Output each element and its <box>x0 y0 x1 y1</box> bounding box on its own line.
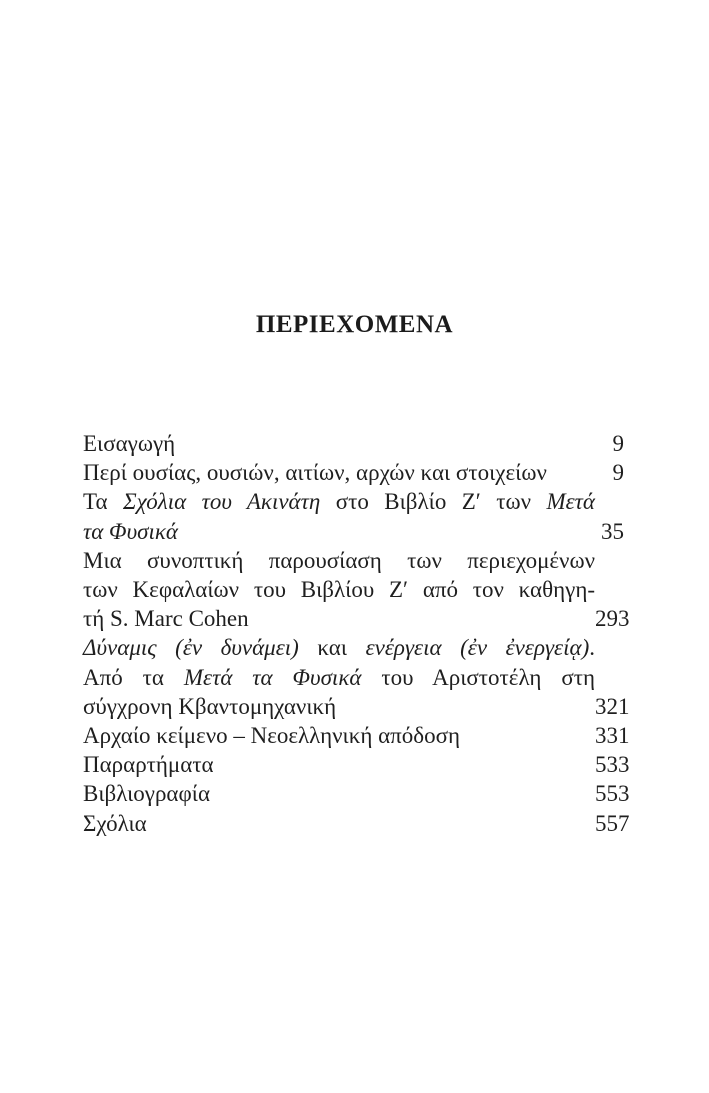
toc-text-segment: . <box>589 635 595 661</box>
toc-page-number: 557 <box>595 810 630 836</box>
toc-page-number: 293 <box>595 606 630 632</box>
toc-line-text <box>83 779 595 808</box>
toc-text-segment: Περί ουσίας, ουσιών, αιτίων, αρχών και στοιχείων <box>83 460 547 486</box>
toc-title-italic-segment: Μετά <box>546 489 595 515</box>
toc-line-text <box>83 809 595 838</box>
toc-line-text <box>83 575 595 604</box>
toc-page-number: 553 <box>595 781 630 807</box>
toc-text-segment: τή S. Marc Cohen <box>83 606 249 632</box>
toc-line <box>83 487 624 516</box>
toc-line-text <box>83 487 595 516</box>
toc-line <box>83 721 630 750</box>
table-of-contents <box>83 429 630 838</box>
toc-page-number: 331 <box>595 723 630 749</box>
toc-text-segment: Αρχαίο κείμενο – Νεοελληνική απόδοση <box>83 723 461 749</box>
toc-line-text <box>83 517 595 546</box>
toc-line-text <box>83 721 595 750</box>
toc-page-number: 321 <box>595 693 630 719</box>
toc-text-segment: των Κεφαλαίων του Βιβλίου Ζ′ από τον καθηγη- <box>83 577 595 603</box>
toc-line <box>83 663 624 692</box>
toc-text-segment: σύγχρονη Κβαντομηχανική <box>83 693 337 719</box>
toc-title-italic-segment: Σχόλια του Ακινάτη <box>122 489 321 515</box>
toc-line <box>83 809 630 838</box>
toc-line-text <box>83 692 595 721</box>
toc-line <box>83 633 624 662</box>
toc-text-segment: και <box>298 635 366 661</box>
toc-text-segment: Σχόλια <box>83 810 147 836</box>
page-title: ΠΕΡΙΕΧΟΜΕΝΑ <box>255 311 454 338</box>
toc-text-segment: Μια συνοπτική παρουσίαση των περιεχομένων <box>83 547 595 573</box>
toc-text-segment: Τα <box>83 489 123 515</box>
toc-line <box>83 779 630 808</box>
toc-line <box>83 692 630 721</box>
toc-line-text <box>83 458 595 487</box>
toc-line <box>83 604 630 633</box>
toc-line <box>83 546 624 575</box>
toc-text-segment: Βιβλιογραφία <box>83 781 210 807</box>
toc-line-text <box>83 663 595 692</box>
toc-page-number: 533 <box>595 752 630 778</box>
toc-line-text <box>83 429 595 458</box>
toc-line <box>83 458 624 487</box>
toc-line <box>83 517 624 546</box>
toc-line-text <box>83 750 595 779</box>
toc-title-italic-segment: Δύναμις (ἐν δυνάμει) <box>83 635 299 661</box>
toc-page-number: 9 <box>612 460 624 486</box>
toc-title-italic-segment: τα Φυσικά <box>83 518 178 544</box>
toc-text-segment: Παραρτήματα <box>83 752 214 778</box>
toc-text-segment: στο Βιβλίο Ζ′ των <box>320 489 547 515</box>
toc-title-italic-segment: Μετά τα Φυσικά <box>183 664 362 690</box>
toc-title-italic-segment: ενέργεια (ἐν ἐνεργείᾳ) <box>365 635 590 661</box>
toc-line <box>83 575 624 604</box>
toc-line-text <box>83 604 595 633</box>
toc-line-text <box>83 633 595 662</box>
toc-line <box>83 429 624 458</box>
toc-page-number: 9 <box>612 431 624 456</box>
toc-line <box>83 750 630 779</box>
toc-text-segment: Από τα <box>83 664 184 690</box>
toc-line-text <box>83 546 595 575</box>
toc-text-segment: του Αριστοτέλη στη <box>361 664 596 690</box>
toc-text-segment: Εισαγωγή <box>83 431 176 456</box>
toc-page-number: 35 <box>601 518 624 544</box>
